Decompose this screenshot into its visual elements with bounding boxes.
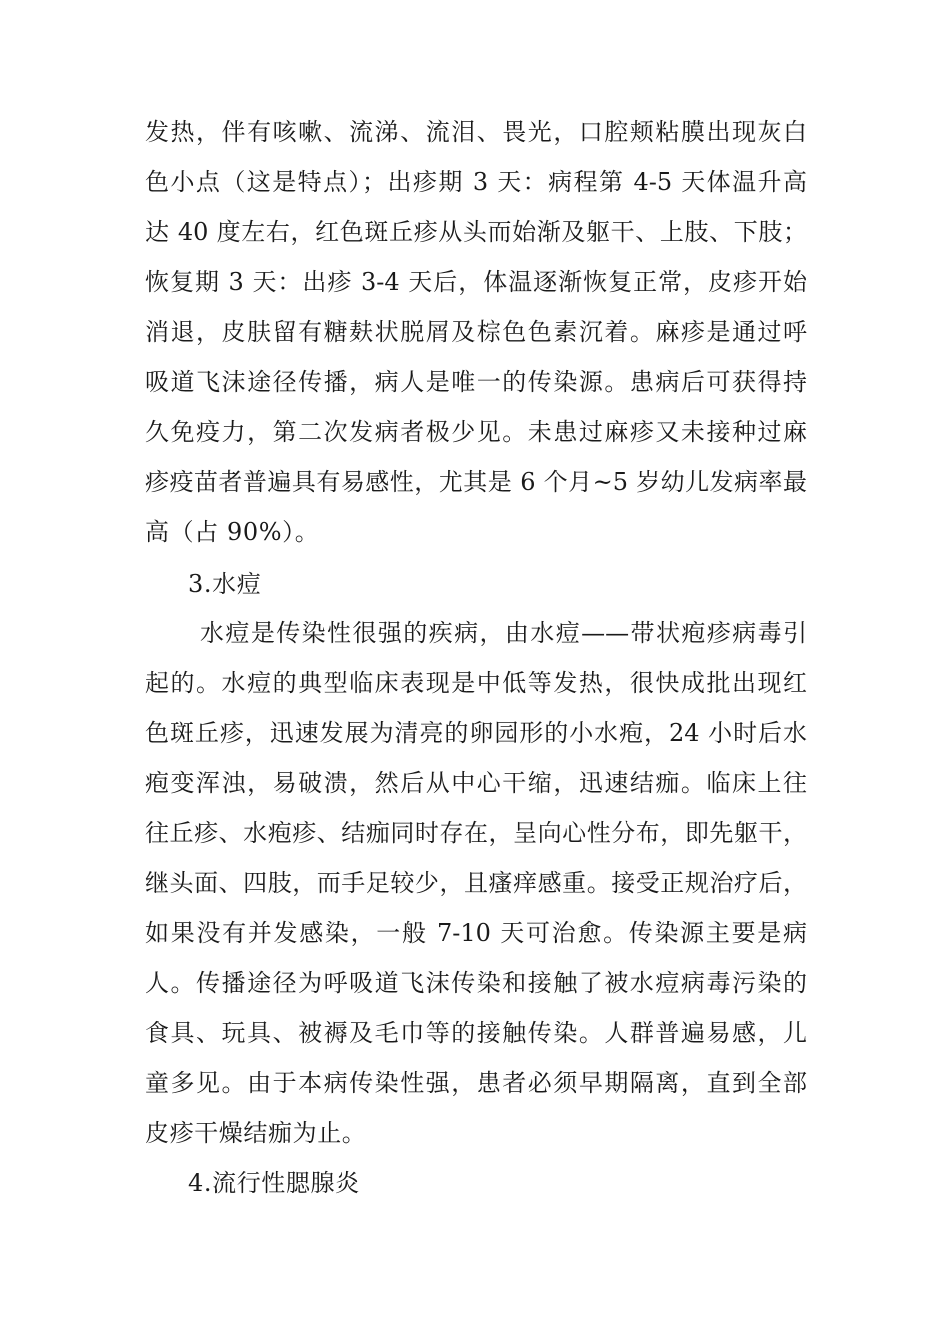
paragraph-line: 达 40 度左右，红色斑丘疹从头而始渐及躯干、上肢、下肢； (145, 218, 807, 246)
paragraph-line: 恢复期 3 天：出疹 3-4 天后，体温逐渐恢复正常，皮疹开始 (145, 268, 807, 296)
paragraph-line: 色小点（这是特点）；出疹期 3 天：病程第 4-5 天体温升高 (145, 168, 807, 196)
paragraph-line: 如果没有并发感染，一般 7-10 天可治愈。传染源主要是病 (145, 919, 807, 947)
paragraph-line: 童多见。由于本病传染性强，患者必须早期隔离，直到全部 (145, 1069, 807, 1097)
paragraph-line: 疱变浑浊，易破溃，然后从中心干缩，迅速结痂。临床上往 (145, 769, 807, 797)
paragraph-line: 人。传播途径为呼吸道飞沫传染和接触了被水痘病毒污染的 (145, 969, 807, 997)
paragraph-line: 食具、玩具、被褥及毛巾等的接触传染。人群普遍易感，儿 (145, 1019, 807, 1047)
section-heading-chickenpox: 3.水痘 (188, 570, 262, 598)
paragraph-line: 疹疫苗者普遍具有易感性，尤其是 6 个月~5 岁幼儿发病率最 (145, 468, 807, 496)
paragraph-line: 色斑丘疹，迅速发展为清亮的卵园形的小水疱，24 小时后水 (145, 719, 807, 747)
paragraph-line: 久免疫力，第二次发病者极少见。未患过麻疹又未接种过麻 (145, 418, 807, 446)
paragraph-line: 吸道飞沫途径传播，病人是唯一的传染源。患病后可获得持 (145, 368, 807, 396)
paragraph-line: 往丘疹、水疱疹、结痂同时存在，呈向心性分布，即先躯干， (145, 819, 807, 847)
paragraph-line: 发热，伴有咳嗽、流涕、流泪、畏光，口腔颊粘膜出现灰白 (145, 118, 807, 146)
paragraph-line: 水痘是传染性很强的疾病，由水痘——带状疱疹病毒引 (200, 619, 807, 647)
paragraph-line: 高（占 90%）。 (145, 518, 320, 546)
paragraph-line: 继头面、四肢，而手足较少，且瘙痒感重。接受正规治疗后， (145, 869, 807, 897)
section-heading-mumps: 4.流行性腮腺炎 (188, 1169, 360, 1197)
paragraph-line: 皮疹干燥结痂为止。 (145, 1119, 367, 1147)
paragraph-line: 起的。水痘的典型临床表现是中低等发热，很快成批出现红 (145, 669, 807, 697)
paragraph-line: 消退，皮肤留有糖麸状脱屑及棕色色素沉着。麻疹是通过呼 (145, 318, 807, 346)
